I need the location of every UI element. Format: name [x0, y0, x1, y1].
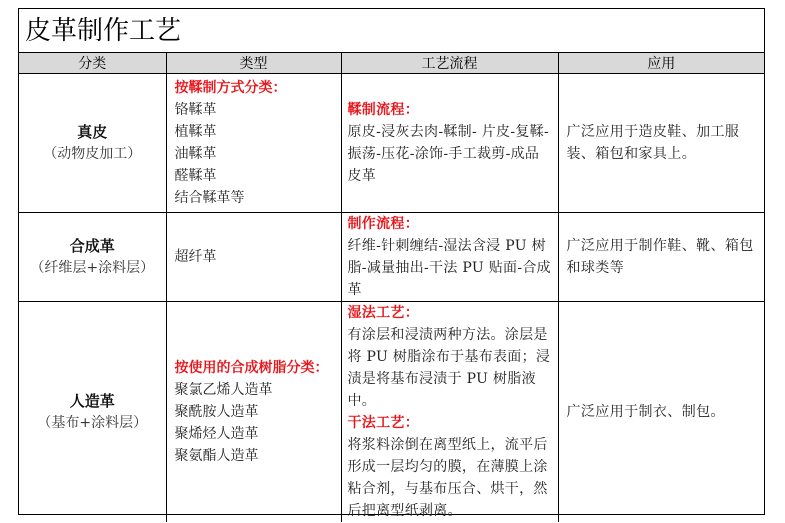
- process-heading: 湿法工艺：: [347, 305, 419, 321]
- type-cell: [166, 74, 341, 213]
- process-text: 原皮-浸灰去肉-鞣制- 片皮-复鞣-振荡-压花-涂饰-手工裁剪-成品皮革: [347, 124, 550, 184]
- process-cell: [341, 74, 558, 213]
- header-category: 分类: [19, 53, 166, 74]
- table-row: [19, 302, 764, 523]
- header-process: 工艺流程: [341, 53, 558, 74]
- category-name: 真皮: [77, 123, 108, 141]
- process-cell: [341, 213, 558, 302]
- header-application: 应用: [558, 53, 764, 74]
- type-item: 聚酰胺人造革: [174, 404, 259, 420]
- category-cell: [19, 74, 166, 213]
- application-text: 广泛应用于制衣、制包。: [566, 404, 725, 420]
- application-text: 广泛应用于制作鞋、靴、箱包和球类等: [566, 238, 754, 276]
- type-cell: [166, 302, 341, 523]
- type-heading: 按使用的合成树脂分类：: [174, 360, 329, 376]
- type-item: 聚氨酯人造革: [174, 448, 259, 464]
- leather-process-table: [19, 53, 764, 522]
- process-cell: [341, 302, 558, 523]
- category-cell: [19, 213, 166, 302]
- page-title: 皮革制作工艺: [19, 9, 764, 53]
- header-type: 类型: [166, 53, 341, 74]
- type-heading: 按鞣制方式分类：: [174, 80, 287, 96]
- category-subtitle: （纤维层+涂料层）: [30, 260, 155, 276]
- table-row: [19, 213, 764, 302]
- category-cell: [19, 302, 166, 523]
- document-frame: [18, 8, 765, 519]
- type-item: 聚氯乙烯人造革: [174, 382, 273, 398]
- type-item: 结合鞣革等: [174, 190, 245, 206]
- application-cell: [558, 302, 764, 523]
- category-subtitle: （动物皮加工）: [43, 146, 142, 162]
- process-heading: 鞣制流程：: [347, 102, 419, 118]
- type-item: 油鞣革: [174, 146, 217, 162]
- application-cell: [558, 213, 764, 302]
- category-name: 人造革: [69, 392, 115, 410]
- type-item: 超纤革: [174, 249, 217, 265]
- table-row: [19, 74, 764, 213]
- process-text: 有涂层和浸渍两种方法。涂层是将 PU 树脂涂布于基布表面；浸渍是将基布浸渍于 PU 树脂液中。: [347, 327, 551, 409]
- type-item: 铬鞣革: [174, 102, 217, 118]
- type-cell: [166, 213, 341, 302]
- type-item: 聚烯烃人造革: [174, 426, 259, 442]
- process-heading-2: 干法工艺：: [347, 415, 419, 431]
- process-heading: 制作流程：: [347, 216, 419, 232]
- header-row: [19, 53, 764, 74]
- category-subtitle: （基布+涂料层）: [37, 415, 148, 431]
- category-name: 合成革: [69, 237, 115, 255]
- type-item: 醛鞣革: [174, 168, 217, 184]
- process-text-2: 将浆料涂倒在离型纸上，流平后形成一层均匀的膜，在薄膜上涂粘合剂，与基布压合、烘干，然后把离型纸剥离。: [347, 437, 548, 519]
- process-text: 纤维-针刺缠结-湿法含浸 PU 树脂-减量抽出-干法 PU 贴面-合成革: [347, 238, 551, 298]
- application-cell: [558, 74, 764, 213]
- application-text: 广泛应用于造皮鞋、加工服装、箱包和家具上。: [566, 124, 740, 162]
- type-item: 植鞣革: [174, 124, 217, 140]
